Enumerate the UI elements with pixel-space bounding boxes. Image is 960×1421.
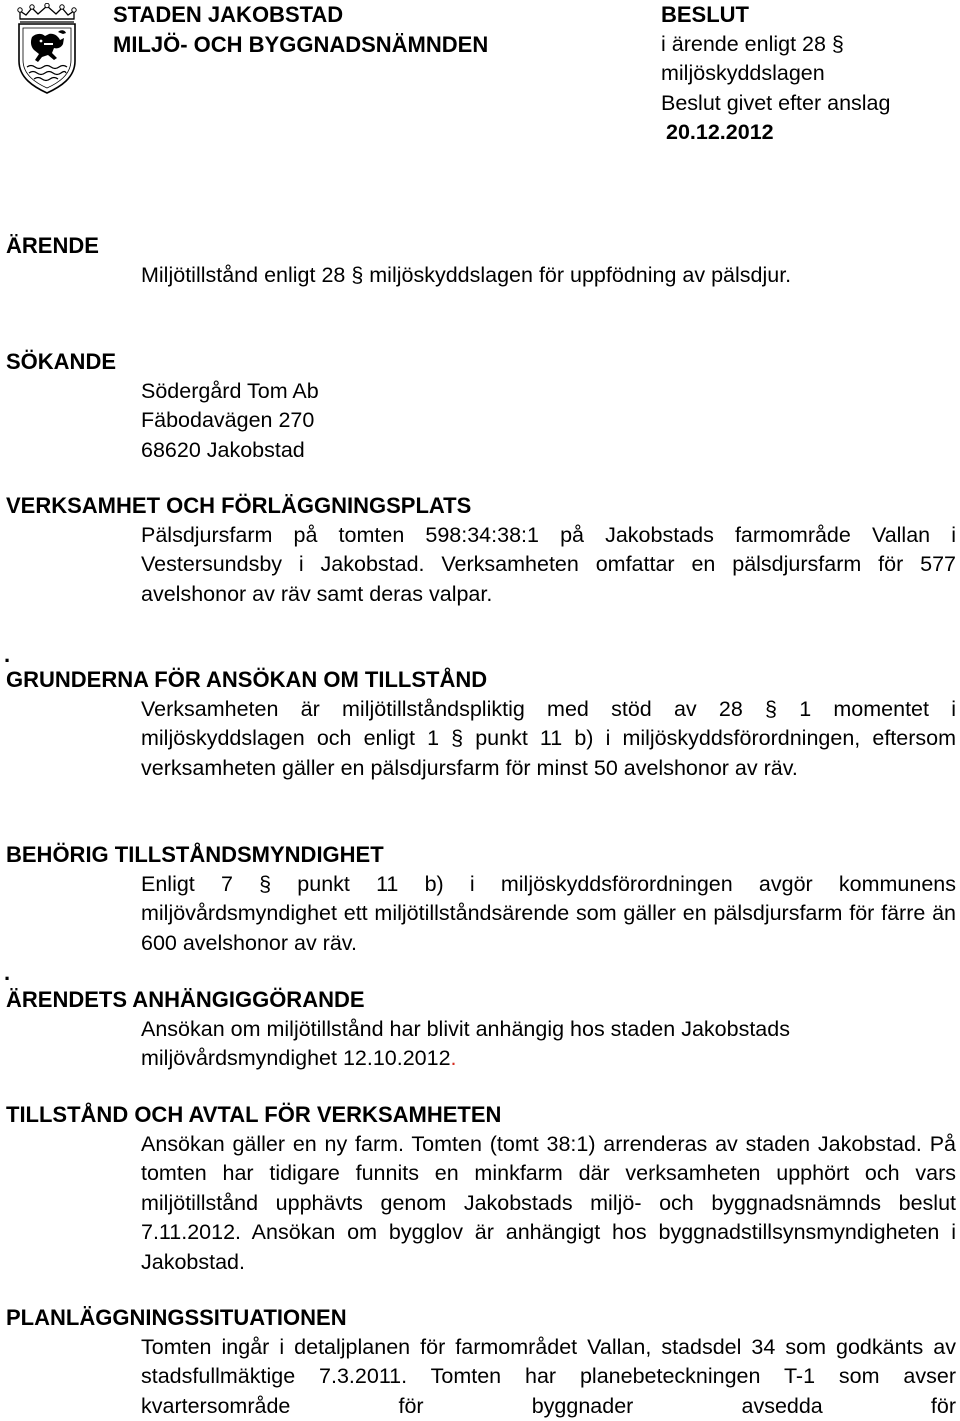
section-marker: . — [4, 958, 10, 988]
section-text-end: . — [451, 1046, 457, 1070]
coat-of-arms-icon — [14, 3, 80, 95]
applicant-postal: 68620 Jakobstad — [141, 436, 956, 466]
org-board: MILJÖ- OCH BYGGNADSNÄMNDEN — [113, 30, 488, 60]
section-grunderna — [6, 665, 956, 783]
section-text-wrap — [141, 1015, 956, 1074]
decision-info — [661, 0, 951, 148]
organization-header — [113, 0, 488, 59]
section-text: Miljötillstånd enligt 28 § miljöskyddslagen för uppfödning av pälsdjur. — [141, 261, 956, 291]
decision-notice: Beslut givet efter anslag — [661, 89, 951, 119]
section-heading: BEHÖRIG TILLSTÅNDSMYNDIGHET — [6, 840, 956, 870]
section-behorig — [6, 840, 956, 958]
section-arende — [6, 231, 956, 290]
section-text: Tomten ingår i detaljplanen för farmområdet Vallan, stadsdel 34 som godkänts av stadsfullmäktige 7.3.2011. Tomten har planebeteckningen T-1 som avser kvartersområde för byggnader avsedda för — [141, 1333, 956, 1421]
decision-law: miljöskyddslagen — [661, 59, 951, 89]
section-plan — [6, 1303, 956, 1421]
section-anhangig — [6, 985, 956, 1074]
section-marker: . — [4, 640, 10, 670]
section-tillstand — [6, 1100, 956, 1277]
applicant-address: Fäbodavägen 270 — [141, 406, 956, 436]
section-text: Ansökan om miljötillstånd har blivit anhängig hos staden Jakobstads miljövårdsmyndighet 12.10.2012 — [141, 1017, 790, 1071]
decision-title: BESLUT — [661, 0, 951, 30]
section-text: Ansökan gäller en ny farm. Tomten (tomt 38:1) arrenderas av staden Jakobstad. På tomten har tidigare funnits en minkfarm där verksamheten upphört och vars miljötillstånd upphävts genom Jakobstads miljö- och byggnadsnämnds beslut 7.11.2012. Ansökan om bygglov är anhängigt hos byggnadstillsynsmyndigheten i Jakobstad. — [141, 1130, 956, 1278]
org-name: STADEN JAKOBSTAD — [113, 0, 488, 30]
section-heading: VERKSAMHET OCH FÖRLÄGGNINGSPLATS — [6, 491, 956, 521]
decision-basis: i ärende enligt 28 § — [661, 30, 951, 60]
section-heading: GRUNDERNA FÖR ANSÖKAN OM TILLSTÅND — [6, 665, 956, 695]
section-text: Verksamheten är miljötillståndspliktig med stöd av 28 § 1 momentet i miljöskyddslagen och enligt 1 § punkt 11 b) i miljöskyddsförordningen, eftersom verksamheten gäller en pälsdjursfarm för minst 50 avelshonor av räv. — [141, 695, 956, 784]
section-heading: PLANLÄGGNINGSSITUATIONEN — [6, 1303, 956, 1333]
decision-date: 20.12.2012 — [661, 118, 951, 148]
section-text: Enligt 7 § punkt 11 b) i miljöskyddsförordningen avgör kommunens miljövårdsmyndighet ett miljötillståndsärende som gäller en pälsdjursfarm för färre än 600 avelshonor av räv. — [141, 870, 956, 959]
section-heading: TILLSTÅND OCH AVTAL FÖR VERKSAMHETEN — [6, 1100, 956, 1130]
applicant-name: Södergård Tom Ab — [141, 377, 956, 407]
section-heading: ÄRENDE — [6, 231, 956, 261]
section-heading: ÄRENDETS ANHÄNGIGGÖRANDE — [6, 985, 956, 1015]
section-heading: SÖKANDE — [6, 347, 956, 377]
section-text: Pälsdjursfarm på tomten 598:34:38:1 på Jakobstads farmområde Vallan i Vestersundsby i Jakobstad. Verksamheten omfattar en pälsdjursfarm för 577 avelshonor av räv samt deras valpar. — [141, 521, 956, 610]
section-sokande — [6, 347, 956, 465]
section-verksamhet — [6, 491, 956, 609]
